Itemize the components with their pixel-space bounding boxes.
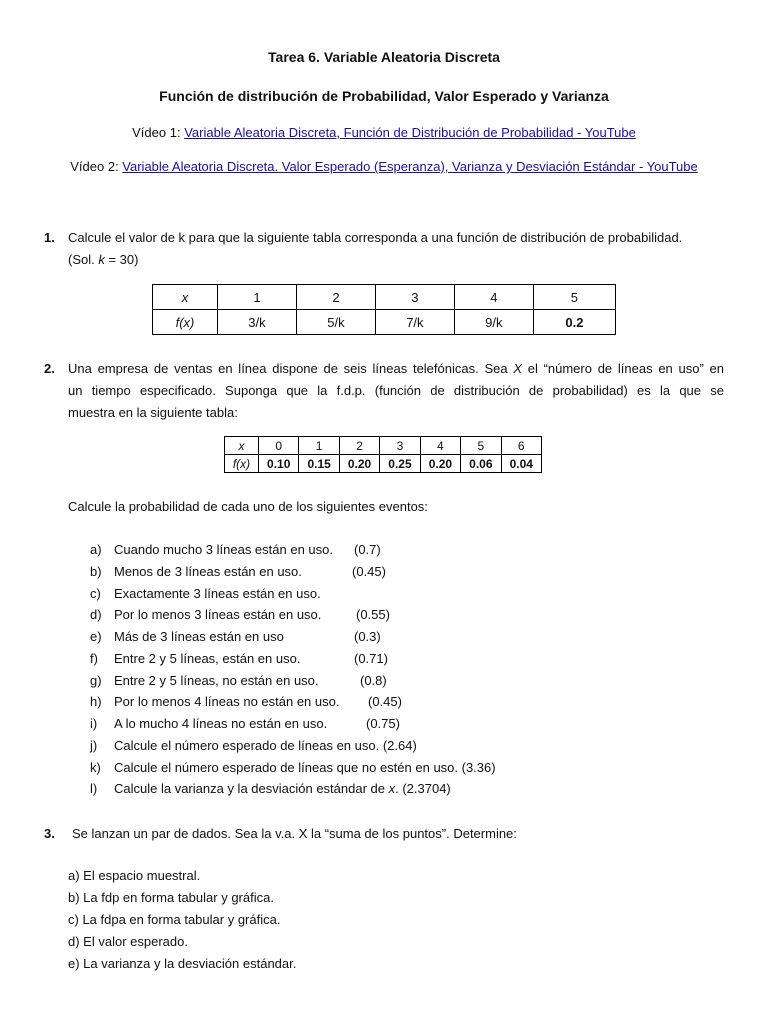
list-item: e) Más de 3 líneas están en uso (0.3) — [90, 629, 381, 644]
list-item: a) Cuando mucho 3 líneas están en uso. (0.7) — [90, 542, 381, 557]
table-cell: 5/k — [296, 310, 375, 335]
table-cell: 0.15 — [299, 455, 339, 473]
question-2-number: 2. — [44, 361, 55, 376]
table-cell: 2 — [296, 285, 375, 310]
list-item: c) Exactamente 3 líneas están en uso. — [90, 586, 321, 601]
table-cell: 0 — [259, 437, 299, 455]
table-cell: 0.20 — [420, 455, 460, 473]
question-1-number: 1. — [44, 230, 55, 245]
table-cell: 4 — [454, 285, 533, 310]
video-2-link[interactable]: Variable Aleatoria Discreta. Valor Esperado (Esperanza), Varianza y Desviación Estándar - YouTube — [122, 159, 698, 174]
list-item: c) La fdpa en forma tabular y gráfica. — [68, 912, 281, 927]
table-cell: 0.06 — [461, 455, 501, 473]
video-2-line — [0, 159, 768, 174]
video-1-link[interactable]: Variable Aleatoria Discreta, Función de Distribución de Probabilidad - YouTube — [184, 125, 636, 140]
table-cell: 5 — [533, 285, 615, 310]
video-2-prefix: Vídeo 2: — [70, 159, 123, 174]
list-item: f) Entre 2 y 5 líneas, están en uso. (0.71) — [90, 651, 388, 666]
table-cell: 0.2 — [533, 310, 615, 335]
list-item: i) A lo mucho 4 líneas no están en uso. (0.75) — [90, 716, 400, 731]
list-item: g) Entre 2 y 5 líneas, no están en uso. (0.8) — [90, 673, 387, 688]
table-row — [225, 437, 542, 455]
table-cell: 2 — [339, 437, 379, 455]
table-cell: 5 — [461, 437, 501, 455]
table-row — [225, 455, 542, 473]
table-cell: 0.04 — [501, 455, 541, 473]
question-2-line-1: Una empresa de ventas en línea dispone de seis líneas telefónicas. Sea X el “número de líneas en uso” en — [68, 361, 724, 376]
table-cell: 7/k — [375, 310, 454, 335]
table-cell: 0.10 — [259, 455, 299, 473]
table-row-label: x — [153, 285, 218, 310]
question-3-number: 3. — [44, 826, 55, 841]
table-cell: 6 — [501, 437, 541, 455]
table-cell: 0.20 — [339, 455, 379, 473]
list-item: b) Menos de 3 líneas están en uso. (0.45) — [90, 564, 386, 579]
video-1-line — [0, 125, 768, 140]
list-item: k) Calcule el número esperado de líneas que no estén en uso. (3.36) — [90, 760, 496, 775]
video-1-prefix: Vídeo 1: — [132, 125, 185, 140]
table-cell: 1 — [299, 437, 339, 455]
list-item: a) El espacio muestral. — [68, 868, 201, 883]
table-row-label: f(x) — [153, 310, 218, 335]
list-item: d) Por lo menos 3 líneas están en uso. (0.55) — [90, 607, 390, 622]
table-cell: 3/k — [218, 310, 297, 335]
question-1-text — [68, 227, 724, 271]
question-1-solution: (Sol. k = 30) — [68, 252, 139, 267]
table-cell: 9/k — [454, 310, 533, 335]
document-title: Tarea 6. Variable Aleatoria Discreta — [268, 49, 500, 65]
list-item: l) Calcule la varianza y la desviación estándar de x. (2.3704) — [90, 781, 451, 796]
list-item: d) El valor esperado. — [68, 934, 188, 949]
question-2-text — [68, 358, 724, 424]
document-subtitle: Función de distribución de Probabilidad, Valor Esperado y Varianza — [159, 88, 609, 104]
table-cell: 4 — [420, 437, 460, 455]
list-item: e) La varianza y la desviación estándar. — [68, 956, 297, 971]
list-item: j) Calcule el número esperado de líneas en uso. (2.64) — [90, 738, 417, 753]
list-item: b) La fdp en forma tabular y gráfica. — [68, 890, 274, 905]
list-item: h) Por lo menos 4 líneas no están en uso. (0.45) — [90, 694, 402, 709]
table-cell: 1 — [218, 285, 297, 310]
question-2-prompt: Calcule la probabilidad de cada uno de los siguientes eventos: — [68, 499, 428, 514]
table-row-label: f(x) — [225, 455, 259, 473]
question-3-text: Se lanzan un par de dados. Sea la v.a. X la “suma de los puntos”. Determine: — [72, 826, 517, 841]
table-cell: 3 — [375, 285, 454, 310]
table-cell: 3 — [380, 437, 420, 455]
question-1-table — [152, 284, 616, 335]
table-row-label: x — [225, 437, 259, 455]
question-2-table — [224, 436, 542, 473]
table-cell: 0.25 — [380, 455, 420, 473]
question-2-line-2: un tiempo especificado. Suponga que la f.d.p. (función de distribución de probabilidad) es la que se — [68, 383, 724, 398]
question-2-line-3: muestra en la siguiente tabla: — [68, 405, 238, 420]
table-row — [153, 310, 616, 335]
table-row — [153, 285, 616, 310]
question-1-statement: Calcule el valor de k para que la siguiente tabla corresponda a una función de distribución de probabilidad. — [68, 230, 683, 245]
